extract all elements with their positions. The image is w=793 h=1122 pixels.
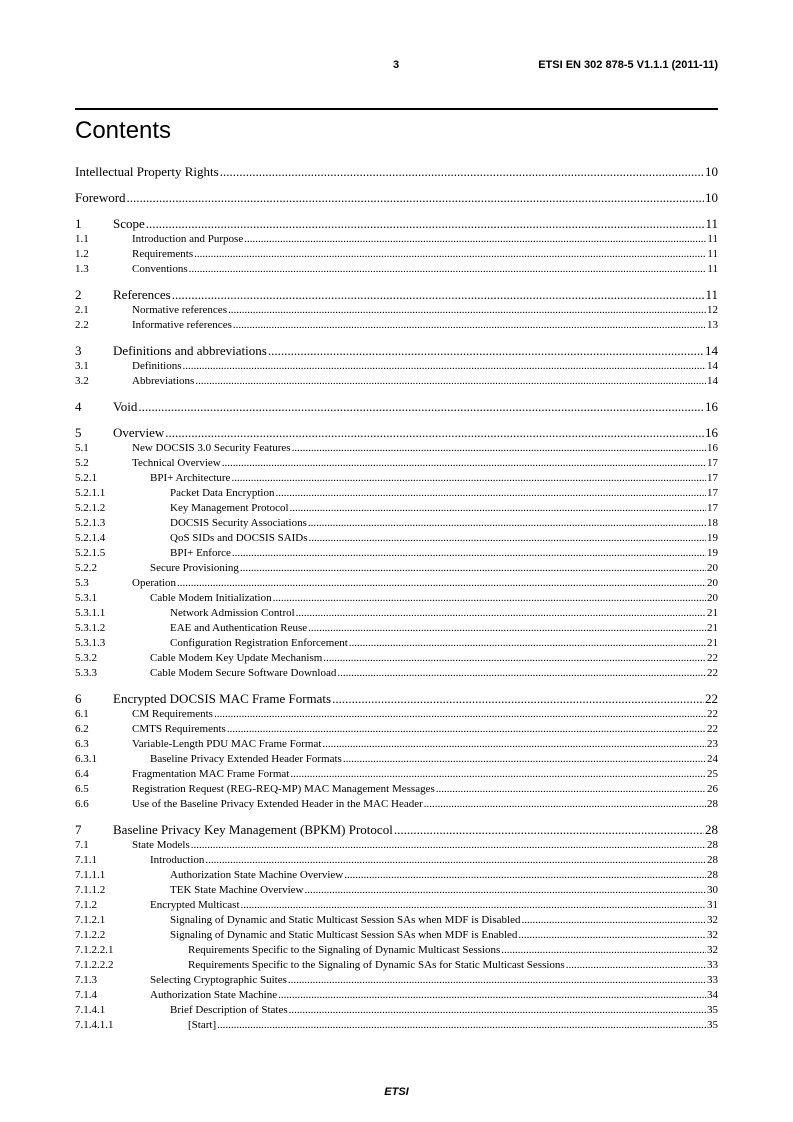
toc-entry-number: 6.6: [75, 798, 89, 810]
toc-entry-page: 31: [707, 899, 718, 911]
toc-entry[interactable]: [75, 247, 718, 262]
toc-entry-page: 19: [707, 547, 718, 559]
toc-entry-number: 7.1: [75, 839, 89, 851]
toc-dot-leader: [205, 853, 706, 868]
toc-dot-leader: [194, 247, 706, 262]
toc-entry-title: Variable-Length PDU MAC Frame Format: [132, 738, 322, 750]
toc-dot-leader: [232, 546, 706, 561]
toc-entry-page: 28: [707, 869, 718, 881]
toc-entry-number: 5.2.1.3: [75, 517, 106, 529]
toc-entry[interactable]: [75, 591, 718, 606]
toc-entry-title: [Start]: [188, 1019, 217, 1031]
toc-dot-leader: [424, 797, 706, 812]
toc-dot-leader: [231, 471, 706, 486]
toc-entry-number: 2.1: [75, 304, 89, 316]
toc-entry[interactable]: [75, 913, 718, 928]
toc-entry-title: EAE and Authentication Reuse: [170, 622, 308, 634]
toc-entry-title: CMTS Requirements: [132, 723, 226, 735]
toc-entry[interactable]: [75, 690, 718, 707]
toc-entry-title: Encrypted Multicast: [150, 899, 240, 911]
toc-entry-title: References: [113, 287, 171, 302]
toc-entry-page: 17: [707, 502, 718, 514]
toc-entry-page: 28: [707, 798, 718, 810]
toc-entry-page: 22: [707, 708, 718, 720]
toc-dot-leader: [322, 737, 706, 752]
toc-entry[interactable]: [75, 471, 718, 486]
toc-dot-leader: [290, 501, 706, 516]
toc-entry-page: 14: [707, 360, 718, 372]
toc-entry-title: Encrypted DOCSIS MAC Frame Formats: [113, 691, 332, 706]
toc-entry[interactable]: [75, 359, 718, 374]
toc-entry-number: 7.1.4.1: [75, 1004, 106, 1016]
toc-entry-title: Requirements Specific to the Signaling of Dynamic SAs for Static Multicast Sessions: [188, 959, 565, 971]
toc-dot-leader: [296, 606, 706, 621]
toc-dot-leader: [240, 561, 706, 576]
toc-entry-number: 6.2: [75, 723, 89, 735]
toc-entry-number: 7.1.2.1: [75, 914, 106, 926]
toc-entry[interactable]: [75, 797, 718, 812]
toc-entry-page: 16: [705, 399, 718, 414]
toc-dot-leader: [394, 821, 704, 838]
toc-entry[interactable]: [75, 232, 718, 247]
toc-entry-page: 34: [707, 989, 718, 1001]
header-rule: [75, 108, 718, 110]
toc-entry-title: Authorization State Machine Overview: [170, 869, 344, 881]
contents-title: Contents: [75, 117, 172, 144]
toc-entry-title: State Models: [132, 839, 190, 851]
toc-dot-leader: [183, 359, 707, 374]
toc-dot-leader: [292, 441, 706, 456]
document-reference: ETSI EN 302 878-5 V1.1.1 (2011-11): [538, 59, 718, 71]
toc-entry[interactable]: [75, 636, 718, 651]
toc-dot-leader: [289, 1003, 706, 1018]
toc-entry-page: 33: [707, 974, 718, 986]
toc-dot-leader: [146, 215, 705, 232]
toc-entry-number: 7.1.1: [75, 854, 97, 866]
toc-entry[interactable]: [75, 262, 718, 277]
toc-entry[interactable]: [75, 516, 718, 531]
toc-entry[interactable]: [75, 606, 718, 621]
toc-entry-title: Selecting Cryptographic Suites: [150, 974, 287, 986]
toc-entry-page: 10: [705, 164, 718, 179]
toc-dot-leader: [521, 913, 706, 928]
toc-entry-page: 23: [707, 738, 718, 750]
toc-entry-number: 5.2.1.5: [75, 547, 106, 559]
toc-entry[interactable]: [75, 318, 718, 333]
toc-dot-leader: [227, 722, 706, 737]
toc-entry-title: Abbreviations: [132, 375, 195, 387]
toc-entry[interactable]: [75, 838, 718, 853]
toc-entry-title: Use of the Baseline Privacy Extended Header in the MAC Header: [132, 798, 423, 810]
toc-entry-title: Operation: [132, 577, 176, 589]
toc-entry-title: Informative references: [132, 319, 232, 331]
toc-entry-page: 17: [707, 457, 718, 469]
toc-entry-number: 7.1.4: [75, 989, 97, 1001]
toc-entry[interactable]: [75, 958, 718, 973]
toc-entry-title: CM Requirements: [132, 708, 213, 720]
toc-entry-page: 28: [705, 822, 718, 837]
toc-entry-number: 5.3.1.1: [75, 607, 106, 619]
toc-entry-title: Normative references: [132, 304, 227, 316]
toc-dot-leader: [436, 782, 706, 797]
toc-entry-title: DOCSIS Security Associations: [170, 517, 307, 529]
toc-entry-title: Scope: [113, 216, 145, 231]
toc-entry[interactable]: [75, 215, 718, 232]
toc-entry-number: 5.2.2: [75, 562, 97, 574]
toc-entry-number: 5: [75, 425, 82, 440]
toc-entry-number: 6.4: [75, 768, 89, 780]
toc-entry-title: TEK State Machine Overview: [170, 884, 304, 896]
toc-entry-number: 7.1.2.2: [75, 929, 106, 941]
toc-entry-number: 7.1.1.2: [75, 884, 106, 896]
toc-entry[interactable]: [75, 752, 718, 767]
toc-dot-leader: [233, 318, 706, 333]
toc-entry-page: 21: [707, 637, 718, 649]
toc-entry[interactable]: [75, 303, 718, 318]
toc-entry[interactable]: [75, 973, 718, 988]
toc-entry-page: 20: [707, 562, 718, 574]
toc-dot-leader: [518, 928, 706, 943]
toc-entry-title: Definitions and abbreviations: [113, 343, 267, 358]
toc-entry-page: 22: [705, 691, 718, 706]
toc-entry-page: 26: [707, 783, 718, 795]
toc-entry-title: Void: [113, 399, 138, 414]
toc-entry-number: 6.3.1: [75, 753, 97, 765]
toc-dot-leader: [165, 424, 704, 441]
toc-entry-page: 20: [707, 592, 718, 604]
toc-entry-number: 1.2: [75, 248, 89, 260]
toc-entry-title: Requirements Specific to the Signaling of Dynamic Multicast Sessions: [188, 944, 501, 956]
toc-entry[interactable]: [75, 621, 718, 636]
toc-entry[interactable]: [75, 988, 718, 1003]
toc-entry-number: 5.3.1: [75, 592, 97, 604]
toc-dot-leader: [332, 690, 704, 707]
toc-dot-leader: [177, 576, 706, 591]
toc-entry[interactable]: [75, 767, 718, 782]
table-of-contents: [75, 163, 718, 1033]
toc-entry-page: 35: [707, 1004, 718, 1016]
toc-entry-title: Technical Overview: [132, 457, 221, 469]
toc-entry-number: 6.3: [75, 738, 89, 750]
toc-dot-leader: [228, 303, 706, 318]
toc-entry[interactable]: [75, 868, 718, 883]
toc-entry-title: QoS SIDs and DOCSIS SAIDs: [170, 532, 308, 544]
toc-entry[interactable]: [75, 707, 718, 722]
toc-entry-number: 4: [75, 399, 82, 414]
toc-entry-number: 7.1.2.2.1: [75, 944, 114, 956]
toc-dot-leader: [191, 838, 706, 853]
toc-entry[interactable]: [75, 943, 718, 958]
toc-entry-page: 28: [707, 854, 718, 866]
toc-entry-page: 11: [707, 263, 718, 275]
toc-entry[interactable]: [75, 821, 718, 838]
toc-entry[interactable]: [75, 424, 718, 441]
toc-entry-page: 30: [707, 884, 718, 896]
toc-entry-title: Baseline Privacy Key Management (BPKM) Protocol: [113, 822, 393, 837]
toc-entry-page: 11: [705, 216, 718, 231]
toc-entry-title: Introduction and Purpose: [132, 233, 244, 245]
toc-entry-page: 35: [707, 1019, 718, 1031]
toc-dot-leader: [308, 621, 706, 636]
toc-dot-leader: [189, 262, 707, 277]
toc-entry[interactable]: [75, 1003, 718, 1018]
toc-dot-leader: [273, 591, 706, 606]
toc-entry-page: 12: [707, 304, 718, 316]
toc-entry-number: 2: [75, 287, 82, 302]
toc-entry-page: 11: [707, 248, 718, 260]
toc-entry-title: Brief Description of States: [170, 1004, 288, 1016]
toc-entry-number: 1.3: [75, 263, 89, 275]
toc-entry[interactable]: [75, 1018, 718, 1033]
toc-entry-page: 32: [707, 944, 718, 956]
toc-entry-title: Cable Modem Key Update Mechanism: [150, 652, 323, 664]
toc-entry-title: Baseline Privacy Extended Header Formats: [150, 753, 342, 765]
toc-dot-leader: [275, 486, 706, 501]
toc-entry-title: Registration Request (REG-REQ-MP) MAC Management Messages: [132, 783, 435, 795]
toc-dot-leader: [304, 883, 706, 898]
toc-dot-leader: [127, 189, 704, 206]
toc-entry-number: 2.2: [75, 319, 89, 331]
toc-entry-number: 5.3.1.2: [75, 622, 106, 634]
toc-entry-page: 22: [707, 667, 718, 679]
toc-entry-title: Configuration Registration Enforcement: [170, 637, 348, 649]
toc-entry-page: 18: [707, 517, 718, 529]
toc-entry-page: 32: [707, 929, 718, 941]
toc-dot-leader: [138, 398, 704, 415]
toc-entry-number: 5.2.1: [75, 472, 97, 484]
toc-entry[interactable]: [75, 651, 718, 666]
toc-entry-number: 1: [75, 216, 82, 231]
toc-entry[interactable]: [75, 441, 718, 456]
toc-entry-page: 14: [705, 343, 718, 358]
toc-entry[interactable]: [75, 576, 718, 591]
toc-entry-number: 5.2.1.4: [75, 532, 106, 544]
toc-entry[interactable]: [75, 286, 718, 303]
toc-entry-number: 7.1.3: [75, 974, 97, 986]
toc-entry-page: 33: [707, 959, 718, 971]
toc-dot-leader: [278, 988, 706, 1003]
toc-entry-page: 17: [707, 487, 718, 499]
toc-dot-leader: [241, 898, 706, 913]
toc-entry-page: 22: [707, 723, 718, 735]
toc-entry-title: Fragmentation MAC Frame Format: [132, 768, 290, 780]
toc-entry-page: 13: [707, 319, 718, 331]
toc-dot-leader: [172, 286, 705, 303]
toc-dot-leader: [222, 456, 706, 471]
toc-entry-page: 25: [707, 768, 718, 780]
toc-entry-page: 19: [707, 532, 718, 544]
toc-entry-title: Network Admission Control: [170, 607, 295, 619]
toc-entry-page: 24: [707, 753, 718, 765]
toc-dot-leader: [566, 958, 706, 973]
toc-entry-title: Authorization State Machine: [150, 989, 278, 1001]
toc-entry-page: 11: [707, 233, 718, 245]
toc-entry[interactable]: [75, 374, 718, 389]
toc-entry-page: 32: [707, 914, 718, 926]
toc-entry[interactable]: [75, 398, 718, 415]
page-number: 3: [393, 59, 400, 71]
toc-entry-number: 6: [75, 691, 82, 706]
toc-entry-number: 5.2.1.1: [75, 487, 106, 499]
toc-entry-page: 20: [707, 577, 718, 589]
toc-entry[interactable]: [75, 928, 718, 943]
toc-entry-number: 7: [75, 822, 82, 837]
toc-entry-number: 5.3.2: [75, 652, 97, 664]
toc-entry-title: Cable Modem Secure Software Download: [150, 667, 337, 679]
toc-entry-number: 6.1: [75, 708, 89, 720]
toc-entry-title: Intellectual Property Rights: [75, 164, 219, 179]
toc-entry-number: 5.2.1.2: [75, 502, 106, 514]
toc-entry[interactable]: [75, 189, 718, 206]
toc-entry[interactable]: [75, 898, 718, 913]
toc-entry[interactable]: [75, 722, 718, 737]
toc-entry-title: Signaling of Dynamic and Static Multicast Session SAs when MDF is Disabled: [170, 914, 521, 926]
toc-dot-leader: [344, 868, 706, 883]
toc-entry-number: 7.1.1.1: [75, 869, 106, 881]
toc-entry-number: 5.3.3: [75, 667, 97, 679]
toc-entry-title: Conventions: [132, 263, 188, 275]
toc-entry-title: New DOCSIS 3.0 Security Features: [132, 442, 291, 454]
toc-entry[interactable]: [75, 883, 718, 898]
toc-dot-leader: [214, 707, 706, 722]
toc-dot-leader: [349, 636, 706, 651]
toc-entry-number: 5.3.1.3: [75, 637, 106, 649]
toc-dot-leader: [220, 163, 704, 180]
toc-entry-number: 5.3: [75, 577, 89, 589]
toc-entry-page: 28: [707, 839, 718, 851]
toc-dot-leader: [323, 651, 706, 666]
toc-entry-number: 5.1: [75, 442, 89, 454]
toc-entry-number: 3.1: [75, 360, 89, 372]
toc-entry-title: BPI+ Architecture: [150, 472, 231, 484]
toc-entry-number: 7.1.4.1.1: [75, 1019, 114, 1031]
toc-entry-title: Cable Modem Initialization: [150, 592, 272, 604]
toc-entry-page: 16: [705, 425, 718, 440]
toc-entry-title: Definitions: [132, 360, 182, 372]
toc-dot-leader: [268, 342, 704, 359]
toc-entry-page: 16: [707, 442, 718, 454]
toc-entry-page: 14: [707, 375, 718, 387]
toc-entry-number: 6.5: [75, 783, 89, 795]
toc-entry-title: Introduction: [150, 854, 205, 866]
toc-entry-page: 10: [705, 190, 718, 205]
toc-entry-number: 3.2: [75, 375, 89, 387]
toc-entry-page: 11: [705, 287, 718, 302]
toc-entry[interactable]: [75, 342, 718, 359]
toc-entry-number: 3: [75, 343, 82, 358]
toc-entry-page: 21: [707, 622, 718, 634]
toc-dot-leader: [288, 973, 706, 988]
toc-entry[interactable]: [75, 782, 718, 797]
toc-entry[interactable]: [75, 163, 718, 180]
toc-entry-title: Requirements: [132, 248, 194, 260]
toc-dot-leader: [308, 516, 706, 531]
toc-dot-leader: [343, 752, 706, 767]
toc-entry-number: 1.1: [75, 233, 89, 245]
toc-entry[interactable]: [75, 531, 718, 546]
toc-dot-leader: [290, 767, 706, 782]
toc-entry-title: Secure Provisioning: [150, 562, 239, 574]
toc-entry-title: Key Management Protocol: [170, 502, 289, 514]
toc-entry-title: Signaling of Dynamic and Static Multicast Session SAs when MDF is Enabled: [170, 929, 518, 941]
toc-entry[interactable]: [75, 666, 718, 681]
toc-entry-title: Overview: [113, 425, 165, 440]
toc-entry[interactable]: [75, 853, 718, 868]
toc-dot-leader: [195, 374, 706, 389]
toc-entry-title: Packet Data Encryption: [170, 487, 275, 499]
toc-entry-page: 17: [707, 472, 718, 484]
toc-entry-page: 22: [707, 652, 718, 664]
toc-entry[interactable]: [75, 737, 718, 752]
toc-entry-page: 21: [707, 607, 718, 619]
footer-etsi: ETSI: [384, 1086, 409, 1098]
toc-entry-number: 7.1.2.2.2: [75, 959, 114, 971]
toc-dot-leader: [309, 531, 706, 546]
toc-entry[interactable]: [75, 456, 718, 471]
toc-entry[interactable]: [75, 486, 718, 501]
toc-entry[interactable]: [75, 501, 718, 516]
toc-dot-leader: [244, 232, 706, 247]
toc-dot-leader: [217, 1018, 706, 1033]
toc-dot-leader: [337, 666, 706, 681]
toc-entry-title: Foreword: [75, 190, 126, 205]
toc-entry[interactable]: [75, 561, 718, 576]
toc-entry[interactable]: [75, 546, 718, 561]
toc-entry-number: 7.1.2: [75, 899, 97, 911]
toc-entry-number: 5.2: [75, 457, 89, 469]
toc-entry-title: BPI+ Enforce: [170, 547, 231, 559]
toc-dot-leader: [501, 943, 706, 958]
